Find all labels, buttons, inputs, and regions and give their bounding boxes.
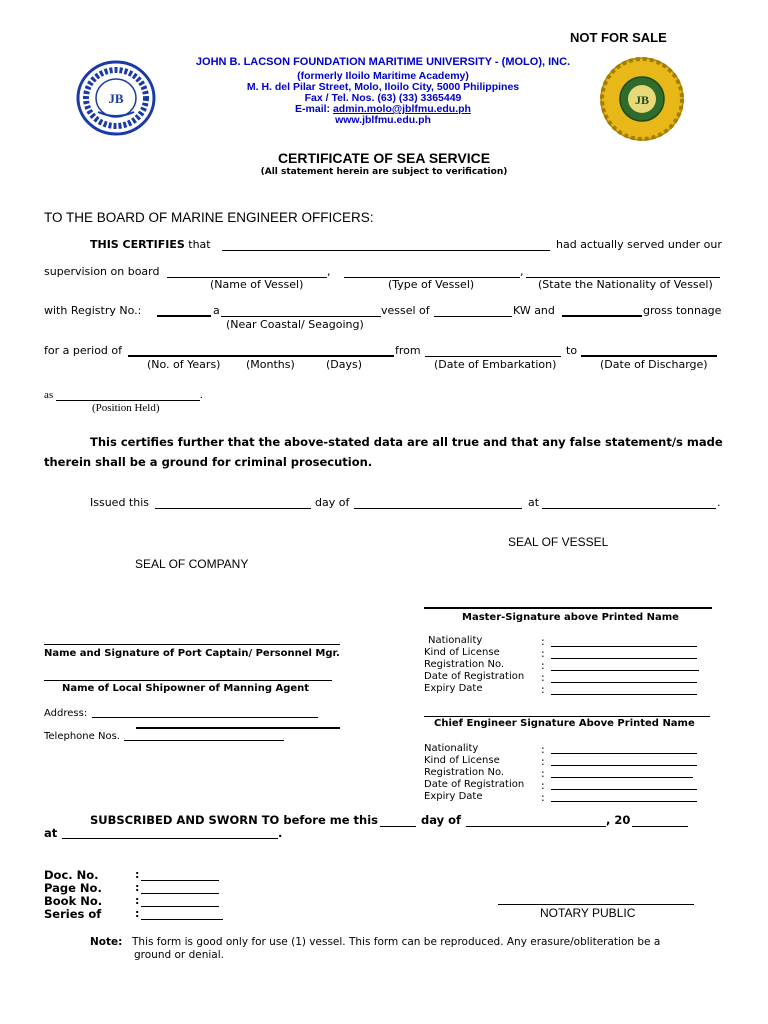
kw-line[interactable]	[434, 316, 512, 317]
chief-field-label: Expiry Date	[424, 791, 483, 802]
doc-label: Doc. No.	[44, 868, 99, 882]
colon: :	[541, 791, 545, 804]
svg-text:JB: JB	[108, 91, 124, 106]
further-statement-1: This certifies further that the above-stated data are all true and that any false statement/s made	[90, 435, 723, 449]
colon: :	[541, 755, 545, 768]
chief-field-label: Kind of License	[424, 755, 500, 766]
chief-field-line[interactable]	[551, 765, 697, 766]
sworn-place-line[interactable]	[62, 838, 278, 839]
colon: :	[135, 881, 140, 894]
a-text: a	[213, 304, 220, 317]
doc-value-line[interactable]	[141, 893, 219, 894]
comma-2: ,	[520, 265, 524, 278]
sworn-dot: .	[278, 826, 283, 840]
doc-label: Page No.	[44, 881, 102, 895]
chief-caption: Chief Engineer Signature Above Printed Name	[434, 718, 695, 729]
sworn-day-line[interactable]	[380, 826, 416, 827]
note-line-2: ground or denial.	[134, 949, 224, 961]
to-text: to	[566, 344, 578, 357]
not-for-sale-label: NOT FOR SALE	[570, 30, 667, 45]
discharge-line[interactable]	[581, 355, 717, 357]
sworn-text: SUBSCRIBED AND SWORN TO before me this	[90, 813, 379, 827]
svg-text:JB: JB	[634, 93, 650, 107]
master-field-line[interactable]	[551, 694, 697, 695]
port-captain-line[interactable]	[44, 644, 340, 645]
notary-public: NOTARY PUBLIC	[540, 906, 636, 920]
caption-embarkation: (Date of Embarkation)	[434, 358, 557, 371]
as-dot: .	[200, 389, 203, 401]
issued-day-of: day of	[315, 496, 350, 509]
colon: :	[135, 894, 140, 907]
shipowner-caption: Name of Local Shipowner of Manning Agent	[62, 683, 310, 694]
sworn-day-of: day of	[421, 813, 462, 827]
doc-value-line[interactable]	[141, 906, 219, 907]
addressee: TO THE BOARD OF MARINE ENGINEER OFFICERS:	[44, 210, 374, 225]
address-line-1[interactable]	[92, 717, 318, 718]
caption-months: (Months)	[246, 358, 295, 371]
embarkation-line[interactable]	[425, 356, 561, 357]
master-field-label: Expiry Date	[424, 683, 483, 694]
caption-days: (Days)	[326, 358, 363, 371]
master-caption: Master-Signature above Printed Name	[462, 612, 679, 623]
caption-near-coastal: (Near Coastal/ Seagoing)	[226, 318, 364, 331]
caption-vessel-name: (Name of Vessel)	[210, 278, 304, 291]
caption-vessel-type: (Type of Vessel)	[388, 278, 475, 291]
that-text: that	[184, 238, 211, 251]
left-university-seal	[76, 60, 156, 136]
master-field-label: Registration No.	[424, 659, 505, 670]
telephone-label: Telephone Nos.	[44, 731, 120, 742]
position-line[interactable]	[56, 400, 200, 401]
sworn-at: at	[44, 826, 58, 840]
colon: :	[541, 659, 545, 672]
certifies-bold: THIS CERTIFIES	[90, 238, 185, 251]
address-line-2[interactable]	[136, 727, 340, 729]
colon: :	[541, 635, 545, 648]
gross-tonnage-line[interactable]	[562, 315, 642, 317]
further-statement-2: therein shall be a ground for criminal prosecution.	[44, 455, 373, 469]
right-university-seal	[598, 56, 686, 142]
chief-signature-line[interactable]	[424, 716, 710, 717]
chief-field-label: Date of Registration	[424, 779, 525, 790]
school-street: M. H. del Pilar Street, Molo, Iloilo City, 5000 Philippines	[246, 81, 520, 93]
master-field-line[interactable]	[551, 646, 697, 647]
supervision-text: supervision on board	[44, 265, 160, 278]
colon: :	[541, 743, 545, 756]
chief-field-line[interactable]	[551, 753, 697, 754]
certificate-title: CERTIFICATE OF SEA SERVICE	[277, 150, 491, 166]
registry-no-line[interactable]	[157, 315, 211, 317]
shipowner-line[interactable]	[44, 680, 332, 681]
colon: :	[541, 683, 545, 696]
master-field-line[interactable]	[551, 658, 697, 659]
sworn-month-line[interactable]	[466, 826, 606, 827]
as-text: as	[44, 389, 54, 401]
doc-label: Series of	[44, 907, 102, 921]
chief-field-line[interactable]	[551, 789, 697, 790]
master-field-label: Kind of License	[424, 647, 500, 658]
person-name-line[interactable]	[222, 250, 550, 251]
caption-position: (Position Held)	[92, 402, 160, 414]
caption-discharge: (Date of Discharge)	[600, 358, 708, 371]
email-link[interactable]: admin.molo@jblfmu.edu.ph	[332, 103, 471, 115]
comma-1: ,	[327, 265, 331, 278]
master-field-line[interactable]	[551, 682, 697, 683]
issued-day-line[interactable]	[155, 508, 311, 509]
colon: :	[541, 671, 545, 684]
master-field-label: Date of Registration	[424, 671, 525, 682]
kw-and-text: KW and	[513, 304, 555, 317]
school-name: JOHN B. LACSON FOUNDATION MARITIME UNIVERSITY - (MOLO), INC.	[195, 56, 571, 68]
certificate-subtitle: (All statement herein are subject to verification)	[260, 167, 508, 177]
master-field-label: Nationality	[428, 635, 483, 646]
coastal-type-line[interactable]	[221, 316, 381, 317]
note-label: Note:	[90, 936, 123, 948]
school-phone: Fax / Tel. Nos. (63) (33) 3365449	[304, 92, 462, 104]
note-line-1: This form is good only for use (1) vessel. This form can be reproduced. Any erasure/obliteration be a	[132, 936, 661, 948]
chief-field-label: Nationality	[424, 743, 479, 754]
school-website[interactable]: www.jblfmu.edu.ph	[335, 114, 431, 126]
telephone-line[interactable]	[124, 740, 284, 741]
seal-of-company: SEAL OF COMPANY	[135, 557, 249, 571]
address-label: Address:	[44, 708, 88, 719]
colon: :	[541, 779, 545, 792]
sworn-year-line[interactable]	[632, 826, 688, 827]
served-text: had actually served under our	[556, 238, 722, 251]
seal-of-vessel: SEAL OF VESSEL	[508, 535, 609, 549]
caption-years: (No. of Years)	[147, 358, 221, 371]
doc-value-line[interactable]	[141, 919, 223, 920]
period-line[interactable]	[128, 355, 394, 357]
colon: :	[135, 907, 140, 920]
chief-field-label: Registration No.	[424, 767, 505, 778]
notary-signature-line[interactable]	[498, 904, 694, 905]
colon: :	[541, 647, 545, 660]
certifies-line	[90, 238, 211, 251]
doc-label: Book No.	[44, 894, 103, 908]
issued-place-line[interactable]	[542, 508, 716, 509]
colon: :	[135, 868, 140, 881]
master-signature-line[interactable]	[424, 607, 712, 609]
from-text: from	[395, 344, 421, 357]
email-label: E-mail:	[295, 103, 333, 115]
registry-text: with Registry No.:	[44, 304, 142, 317]
doc-value-line[interactable]	[141, 880, 219, 881]
port-captain-caption: Name and Signature of Port Captain/ Personnel Mgr.	[44, 648, 340, 659]
colon: :	[541, 767, 545, 780]
school-formerly: (formerly Iloilo Maritime Academy)	[297, 70, 469, 82]
vessel-of-text: vessel of	[381, 304, 430, 317]
issued-at: at	[528, 496, 540, 509]
issued-text: Issued this	[90, 496, 149, 509]
caption-vessel-nationality: (State the Nationality of Vessel)	[538, 278, 713, 291]
period-text: for a period of	[44, 344, 122, 357]
issued-dot: .	[717, 496, 721, 509]
chief-field-line[interactable]	[551, 801, 697, 802]
master-field-line[interactable]	[551, 670, 699, 671]
chief-field-line[interactable]	[551, 777, 693, 778]
sworn-year: , 20	[606, 813, 631, 827]
gross-text: gross tonnage	[643, 304, 722, 317]
issued-month-line[interactable]	[354, 508, 522, 509]
